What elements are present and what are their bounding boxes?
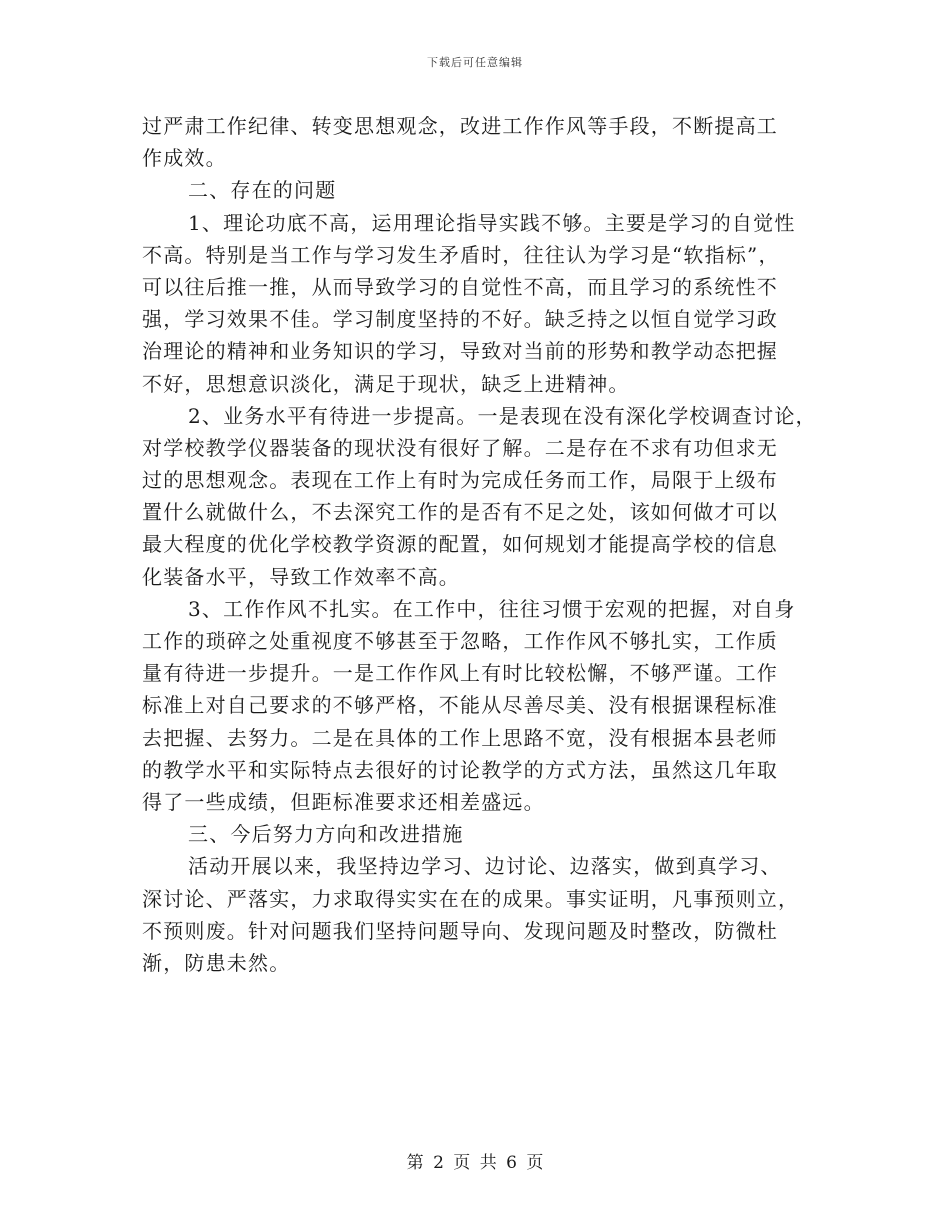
text-line: 化装备水平，导致工作效率不高。 — [142, 564, 460, 589]
text-line: 量有待进一步提升。一是工作作风上有时比较松懈，不够严谨。工作 — [142, 661, 778, 686]
text-line: 1、理论功底不高，运用理论指导实践不够。主要是学习的自觉性 — [188, 210, 796, 235]
text-line: 渐，防患未然。 — [142, 950, 291, 975]
text-line: 二、存在的问题 — [188, 178, 337, 203]
text-line: 深讨论、严落实，力求取得实实在在的成果。事实证明，凡事预则立， — [142, 886, 800, 911]
text-line: 不好，思想意识淡化，满足于现状，缺乏上进精神。 — [142, 371, 630, 396]
text-line: 三、今后努力方向和改进措施 — [188, 822, 464, 847]
text-line: 2、业务水平有待进一步提高。一是表现在没有深化学校调查讨论， — [188, 403, 817, 428]
text-line: 最大程度的优化学校教学资源的配置，如何规划才能提高学校的信息 — [142, 532, 778, 557]
text-line: 活动开展以来，我坚持边学习、边讨论、边落实，做到真学习、 — [188, 854, 782, 879]
text-line: 的教学水平和实际特点去很好的讨论教学的方式方法，虽然这几年取 — [142, 757, 778, 782]
text-line: 得了一些成绩，但距标准要求还相差盛远。 — [142, 789, 545, 814]
text-line: 置什么就做什么，不去深究工作的是否有不足之处，该如何做才可以 — [142, 500, 778, 525]
text-line: 不高。特别是当工作与学习发生矛盾时，往往认为学习是“软指标”， — [142, 242, 780, 267]
text-line: 治理论的精神和业务知识的学习，导致对当前的形势和教学动态把握 — [142, 339, 778, 364]
text-line: 不预则废。针对问题我们坚持问题导向、发现问题及时整改，防微杜 — [142, 918, 778, 943]
text-line: 作成效。 — [142, 146, 227, 171]
page-number: 第 2 页 共 6 页 — [406, 1153, 544, 1173]
text-line: 去把握、去努力。二是在具体的工作上思路不宽，没有根据本县老师 — [142, 725, 778, 750]
text-line: 对学校教学仪器装备的现状没有很好了解。二是存在不求有功但求无 — [142, 435, 778, 460]
text-line: 工作的琐碎之处重视度不够甚至于忽略，工作作风不够扎实，工作质 — [142, 629, 778, 653]
text-line: 强，学习效果不佳。学习制度坚持的不好。缺乏持之以恒自觉学习政 — [142, 307, 778, 332]
text-line: 过严肃工作纪律、转变思想观念，改进工作作风等手段，不断提高工 — [142, 114, 778, 138]
text-line: 过的思想观念。表现在工作上有时为完成任务而工作，局限于上级布 — [142, 468, 778, 493]
document-body — [142, 110, 822, 979]
header-note: 下载后可任意编辑 — [427, 56, 523, 69]
text-line: 3、工作作风不扎实。在工作中，往往习惯于宏观的把握，对自身 — [188, 596, 796, 621]
text-line: 可以往后推一推，从而导致学习的自觉性不高，而且学习的系统性不 — [142, 274, 778, 299]
text-line: 标准上对自己要求的不够严格，不能从尽善尽美、没有根据课程标准 — [142, 693, 778, 718]
